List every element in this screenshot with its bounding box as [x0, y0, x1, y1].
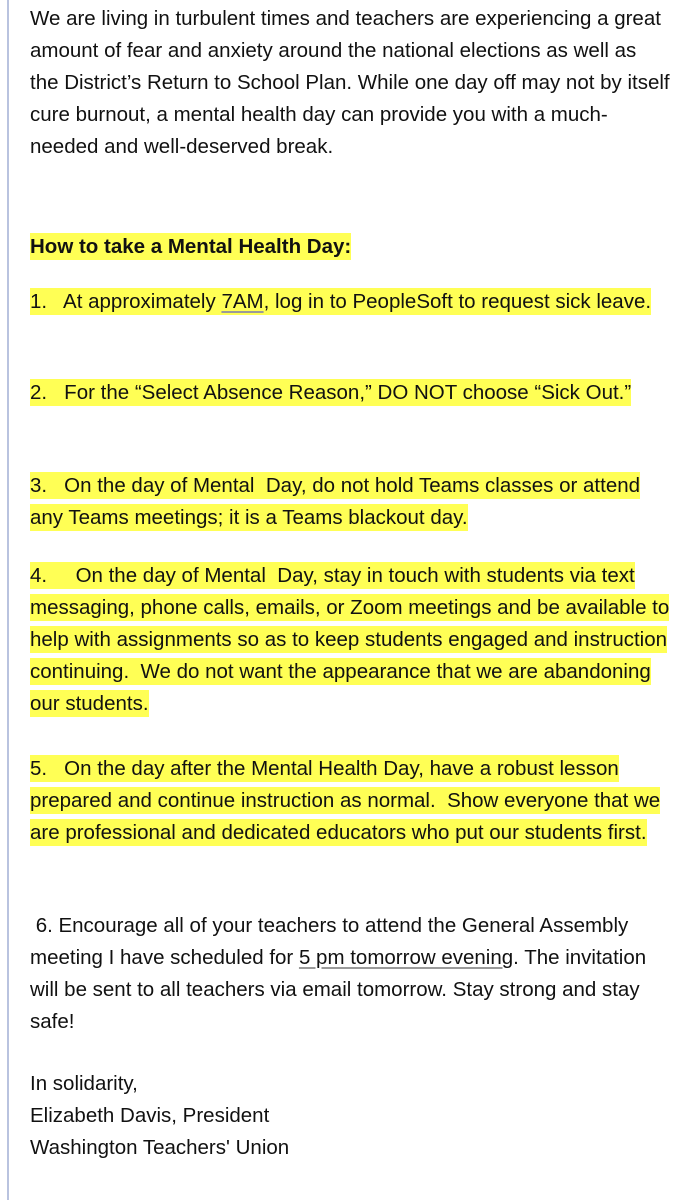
step-4-text: 4. On the day of Mental Day, stay in touch with students via text messaging, phone calls, emails, or Zoom meetings and be available to help with assignments so as to keep students engaged and instruction continuing. We do not want the appearance that we are abandoning our students.	[30, 564, 670, 715]
step-6-time-link[interactable]: 5 pm tomorrow evening	[298, 946, 514, 969]
step-4	[30, 560, 670, 720]
step-5-text: 5. On the day after the Mental Health Day, have a robust lesson prepared and continue instruction as normal. Show everyone that we are professional and dedicated educators who put our students first.	[30, 757, 661, 844]
step-2-text: 2. For the “Select Absence Reason,” DO NOT choose “Sick Out.”	[30, 381, 632, 404]
step-1-time-link[interactable]: 7AM	[221, 290, 264, 313]
intro-paragraph: We are living in turbulent times and teachers are experiencing a great amount of fear and anxiety around the national elections as well as the District’s Return to School Plan. While one day off may not by itself cure burnout, a mental health day can provide you with a much-needed and well-deserved break.	[30, 7, 670, 158]
step-1-before: 1. At approximately	[30, 290, 222, 313]
step-3	[30, 470, 670, 534]
salutation: In solidarity,	[30, 1072, 138, 1095]
howto-heading-text: How to take a Mental Health Day:	[30, 235, 352, 258]
howto-heading	[30, 231, 351, 263]
signer-name: Elizabeth Davis, President	[30, 1104, 270, 1127]
step-6-before: 6. Encourage all of your teachers to attend the General Assembly meeting I have scheduled for	[30, 914, 629, 969]
signer-organization: Washington Teachers' Union	[30, 1136, 290, 1159]
step-3-text: 3. On the day of Mental Day, do not hold Teams classes or attend any Teams meetings; it is a Teams blackout day.	[30, 474, 641, 529]
signature-block	[30, 1068, 670, 1164]
step-5	[30, 753, 670, 849]
left-border-rule	[7, 0, 9, 1200]
step-6	[30, 910, 670, 1038]
step-1-text	[30, 288, 651, 315]
step-2	[30, 377, 670, 409]
step-1-after: , log in to PeopleSoft to request sick leave.	[263, 290, 652, 313]
step-6-after: . The invitation will be sent to all teachers via email tomorrow. Stay strong and stay safe!	[30, 946, 647, 1033]
step-1	[30, 286, 670, 318]
